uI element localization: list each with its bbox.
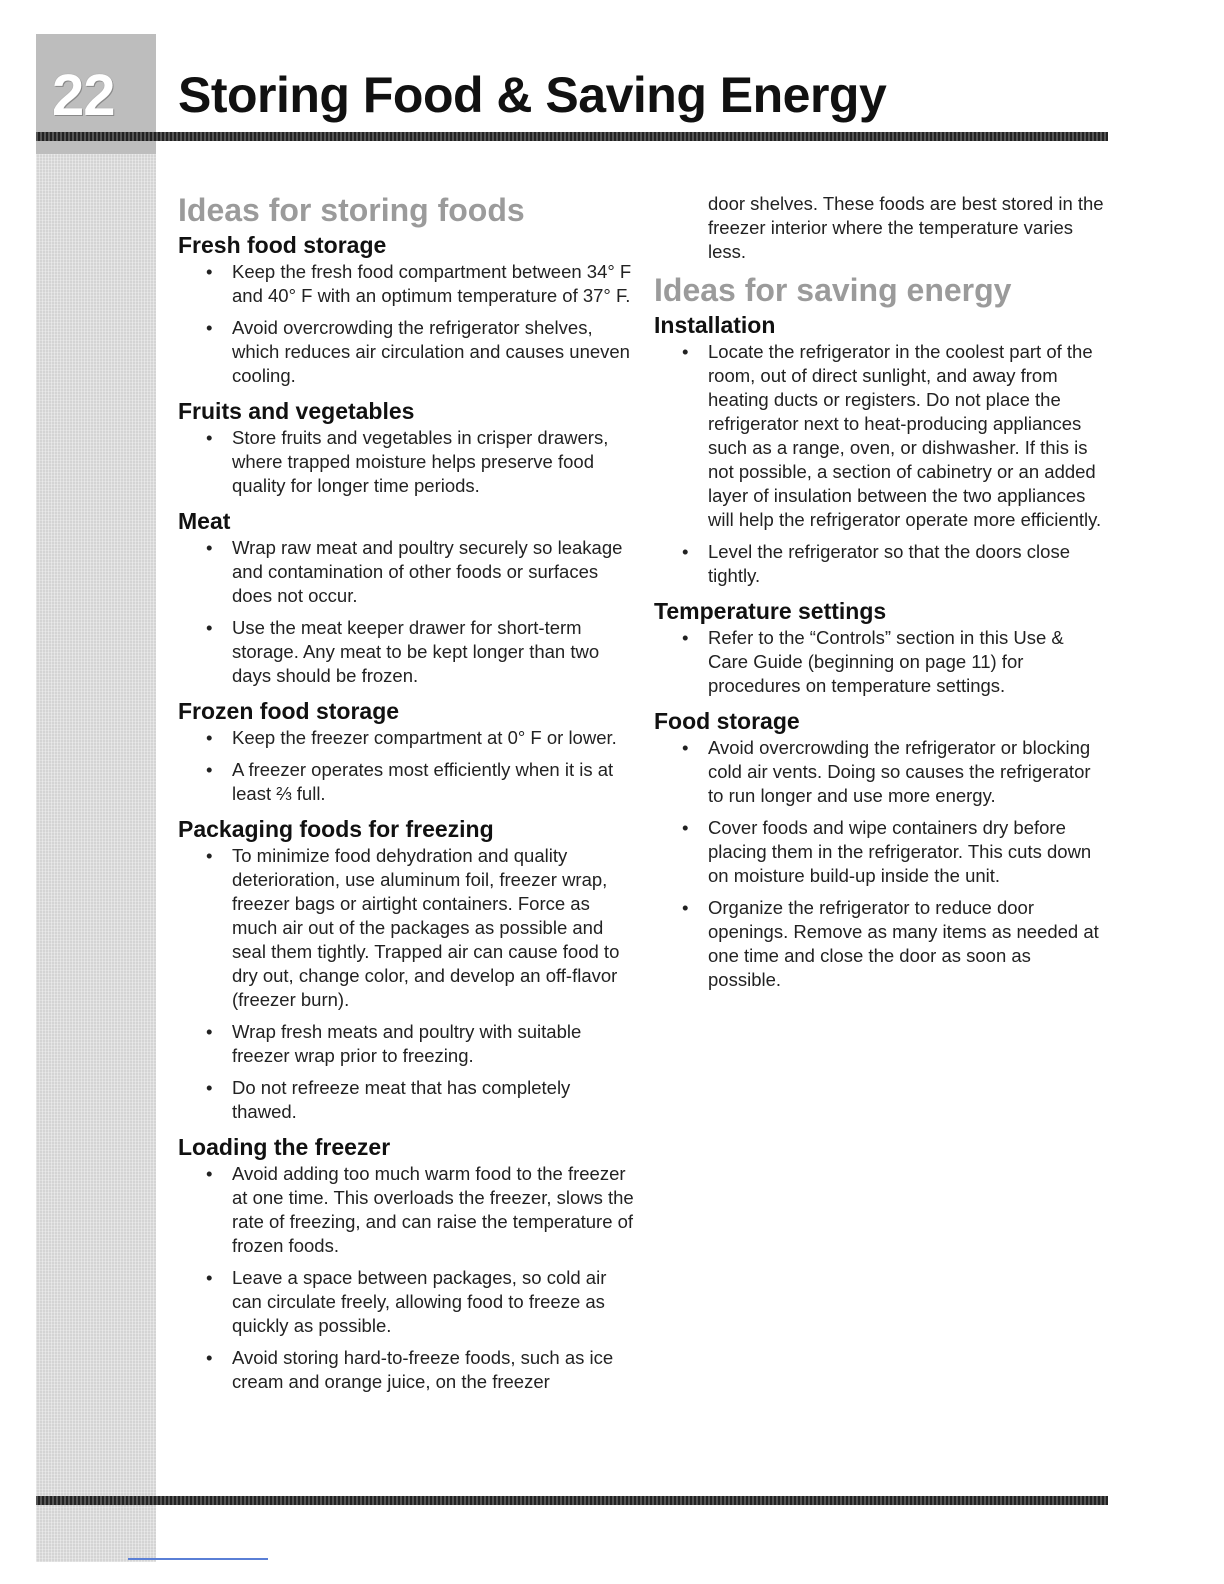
loading-freezer-title: Loading the freezer (178, 1134, 391, 1160)
list-item: • Cover foods and wipe containers dry before placing them in the refrigerator. This cuts down on moisture build-up inside the unit. (708, 816, 1104, 888)
list-item: • Store fruits and vegetables in crisper drawers, where trapped moisture helps preserve food quality for longer time periods. (232, 426, 638, 498)
packaging-list (178, 844, 638, 1124)
side-band (36, 34, 156, 1562)
continued-paragraph: door shelves. These foods are best stored in the freezer interior where the temperature varies less. (708, 193, 1104, 262)
list-item: • To minimize food dehydration and quality deterioration, use aluminum foil, freezer wrap, freezer bags or airtight containers. Force as much air out of the packages as possible and seal them tightly. Trapped air can cause food to dry out, change color, and develop an off-flavor (freezer burn). (232, 844, 638, 1012)
fruits-vegetables-title: Fruits and vegetables (178, 398, 415, 424)
saving-energy-heading: Ideas for saving energy (654, 272, 1012, 308)
list-item: • Do not refreeze meat that has completely thawed. (232, 1076, 638, 1124)
meat-title: Meat (178, 508, 231, 534)
list-item: • Wrap fresh meats and poultry with suitable freezer wrap prior to freezing. (232, 1020, 638, 1068)
frozen-food-storage-title: Frozen food storage (178, 698, 400, 724)
frozen-food-list (178, 726, 638, 806)
fresh-food-list (178, 260, 638, 388)
temperature-settings-title: Temperature settings (654, 598, 887, 624)
list-item: • Leave a space between packages, so cold air can circulate freely, allowing food to freeze as quickly as possible. (232, 1266, 638, 1338)
list-item: • Avoid overcrowding the refrigerator or blocking cold air vents. Doing so causes the refrigerator to run longer and use more energy. (708, 736, 1104, 808)
list-item: • A freezer operates most efficiently when it is at least ⅔ full. (232, 758, 638, 806)
list-item: • Keep the freezer compartment at 0° F or lower. (232, 726, 638, 750)
fruits-vegetables-list (178, 426, 638, 498)
right-column (654, 192, 1104, 1000)
meat-list (178, 536, 638, 688)
storing-foods-heading: Ideas for storing foods (178, 192, 525, 228)
page-number: 22 (52, 63, 115, 128)
list-item: • Refer to the “Controls” section in this Use & Care Guide (beginning on page 11) for procedures on temperature settings. (708, 626, 1104, 698)
header-rule (36, 132, 1108, 141)
list-item: • Level the refrigerator so that the doors close tightly. (708, 540, 1104, 588)
page-title: Storing Food & Saving Energy (178, 67, 887, 123)
left-column (178, 190, 638, 1402)
bottom-link-underline (128, 1558, 268, 1560)
installation-list (654, 340, 1104, 588)
food-storage-title: Food storage (654, 708, 800, 734)
loading-freezer-list (178, 1162, 638, 1394)
footer-rule (36, 1496, 1108, 1505)
list-item: • Organize the refrigerator to reduce door openings. Remove as many items as needed at one time and close the door as soon as possible. (708, 896, 1104, 992)
packaging-foods-title: Packaging foods for freezing (178, 816, 494, 842)
installation-title: Installation (654, 312, 776, 338)
food-storage-list (654, 736, 1104, 992)
fresh-food-storage-title: Fresh food storage (178, 232, 387, 258)
list-item: • Avoid overcrowding the refrigerator shelves, which reduces air circulation and causes uneven cooling. (232, 316, 638, 388)
list-item: • Avoid storing hard-to-freeze foods, such as ice cream and orange juice, on the freezer (232, 1346, 638, 1394)
list-item: • Wrap raw meat and poultry securely so leakage and contamination of other foods or surfaces does not occur. (232, 536, 638, 608)
list-item: • Avoid adding too much warm food to the freezer at one time. This overloads the freezer, slows the rate of freezing, and can raise the temperature of frozen foods. (232, 1162, 638, 1258)
list-item: • Keep the fresh food compartment between 34° F and 40° F with an optimum temperature of 37° F. (232, 260, 638, 308)
list-item: • Locate the refrigerator in the coolest part of the room, out of direct sunlight, and away from heating ducts or registers. Do not place the refrigerator next to heat-producing appliances such as a range, oven, or dishwasher. If this is not possible, a section of cabinetry or an added layer of insulation between the two appliances will help the refrigerator operate more efficiently. (708, 340, 1104, 532)
temperature-settings-list (654, 626, 1104, 698)
list-item: • Use the meat keeper drawer for short-term storage. Any meat to be kept longer than two days should be frozen. (232, 616, 638, 688)
